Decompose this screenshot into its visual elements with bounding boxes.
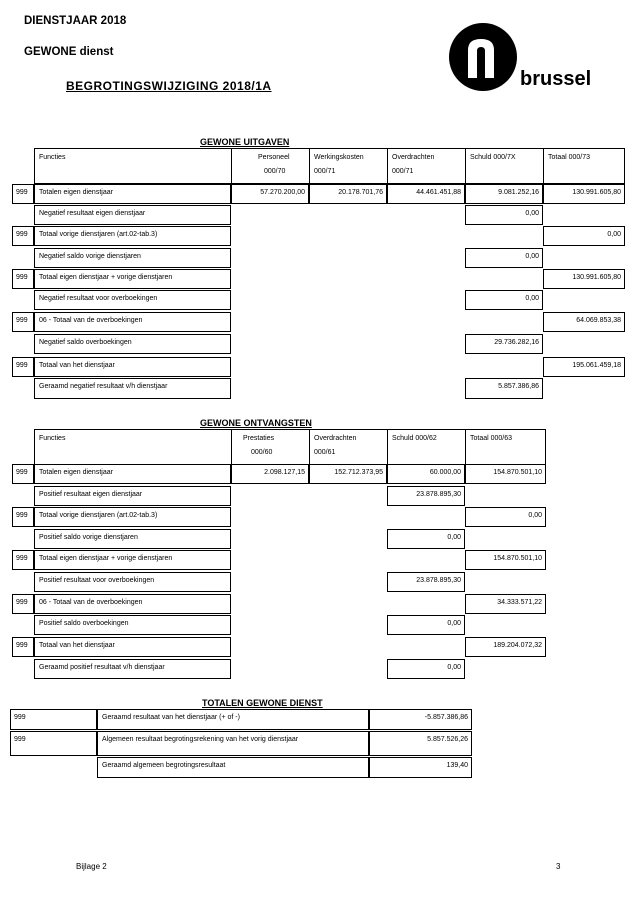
- col-functies: Functies: [39, 435, 66, 442]
- cell-schuld: 0,00: [465, 290, 543, 310]
- cell-totaal: 154.870.501,10: [465, 464, 546, 484]
- row-label: Totalen eigen dienstjaar: [34, 464, 231, 484]
- row-code: 999: [10, 709, 97, 730]
- cell-schuld: 0,00: [387, 529, 465, 549]
- section-totalen: TOTALEN GEWONE DIENST: [202, 698, 323, 708]
- cell-schuld: 9.081.252,16: [465, 184, 543, 204]
- cell-value: -5.857.386,86: [369, 709, 472, 730]
- col-overdrachten: Overdrachten: [314, 435, 357, 442]
- col-overdrachten-code: 000/71: [392, 168, 414, 175]
- row-code: 999: [12, 357, 34, 377]
- row-code: 999: [12, 507, 34, 527]
- col-prestaties-code: 000/60: [251, 449, 273, 456]
- row-label: Positief resultaat eigen dienstjaar: [34, 486, 231, 506]
- row-label: 06 - Totaal van de overboekingen: [34, 594, 231, 614]
- row-code: 999: [10, 731, 97, 756]
- row-label: Totaal eigen dienstjaar + vorige dienstjaren: [34, 550, 231, 570]
- cell-schuld: 0,00: [465, 248, 543, 268]
- service-type: GEWONE dienst: [24, 46, 114, 58]
- service-year: DIENSTJAAR 2018: [24, 15, 127, 27]
- row-code: 999: [12, 550, 34, 570]
- page-number: 3: [556, 862, 561, 871]
- cell-totaal: 0,00: [465, 507, 546, 527]
- row-code: 999: [12, 594, 34, 614]
- col-functies: Functies: [39, 154, 66, 161]
- row-label: Positief saldo vorige dienstjaren: [34, 529, 231, 549]
- row-label: Negatief saldo overboekingen: [34, 334, 231, 354]
- brussel-logo-icon: [448, 22, 518, 92]
- col-schuld: Schuld 000/62: [392, 435, 437, 442]
- cell-personeel: 57.270.200,00: [231, 184, 309, 204]
- ontvangsten-header-row: [34, 429, 546, 465]
- row-code: 999: [12, 312, 34, 332]
- row-label: Totaal vorige dienstjaren (art.02-tab.3): [34, 507, 231, 527]
- cell-totaal: 189.204.072,32: [465, 637, 546, 657]
- row-label: Negatief saldo vorige dienstjaren: [34, 248, 231, 268]
- cell-schuld: 5.857.386,86: [465, 378, 543, 399]
- cell-prestaties: 2.098.127,15: [231, 464, 309, 484]
- cell-totaal: 195.061.459,18: [543, 357, 625, 377]
- footer-label: Bijlage 2: [76, 862, 107, 871]
- row-code: 999: [12, 184, 34, 204]
- col-werkingskosten: Werkingskosten: [314, 154, 364, 161]
- cell-schuld: 0,00: [465, 205, 543, 225]
- row-label: Algemeen resultaat begrotingsrekening van het vorig dienstjaar: [97, 731, 369, 756]
- row-code: 999: [12, 637, 34, 657]
- cell-schuld: 0,00: [387, 659, 465, 679]
- cell-werkingskosten: 20.178.701,76: [309, 184, 387, 204]
- uitgaven-header-row: [34, 148, 625, 184]
- row-code: 999: [12, 226, 34, 246]
- row-label: Geraamd positief resultaat v/h dienstjaar: [34, 659, 231, 679]
- col-totaal: Totaal 000/73: [548, 154, 591, 161]
- col-prestaties: Prestaties: [243, 435, 275, 442]
- col-totaal: Totaal 000/63: [470, 435, 513, 442]
- row-label: Totalen eigen dienstjaar: [34, 184, 231, 204]
- row-label: Geraamd algemeen begrotingsresultaat: [97, 757, 369, 778]
- cell-totaal: 0,00: [543, 226, 625, 246]
- row-label: Positief resultaat voor overboekingen: [34, 572, 231, 592]
- section-ontvangsten: GEWONE ONTVANGSTEN: [200, 418, 312, 428]
- cell-schuld: 0,00: [387, 615, 465, 635]
- cell-totaal: 130.991.605,80: [543, 269, 625, 289]
- cell-value: 5.857.526,26: [369, 731, 472, 756]
- logo-text: brussel: [520, 68, 592, 90]
- col-overdrachten: Overdrachten: [392, 154, 435, 161]
- row-code: 999: [12, 464, 34, 484]
- cell-overdrachten: 152.712.373,95: [309, 464, 387, 484]
- row-code: 999: [12, 269, 34, 289]
- row-label: Totaal van het dienstjaar: [34, 637, 231, 657]
- section-uitgaven: GEWONE UITGAVEN: [200, 137, 290, 147]
- row-label: Totaal vorige dienstjaren (art.02-tab.3): [34, 226, 231, 246]
- page-title: BEGROTINGSWIJZIGING 2018/1A: [66, 79, 272, 93]
- row-label: Geraamd negatief resultaat v/h dienstjaar: [34, 378, 231, 399]
- row-label: 06 - Totaal van de overboekingen: [34, 312, 231, 332]
- col-overdrachten-code: 000/61: [314, 449, 336, 456]
- row-label: Negatief resultaat eigen dienstjaar: [34, 205, 231, 225]
- col-personeel: Personeel: [258, 154, 290, 161]
- cell-totaal: 130.991.605,80: [543, 184, 625, 204]
- cell-schuld: 29.736.282,16: [465, 334, 543, 354]
- row-label: Geraamd resultaat van het dienstjaar (+ of -): [97, 709, 369, 730]
- col-schuld: Schuld 000/7X: [470, 154, 516, 161]
- cell-schuld: 23.878.895,30: [387, 486, 465, 506]
- row-label: Totaal van het dienstjaar: [34, 357, 231, 377]
- row-label: Negatief resultaat voor overboekingen: [34, 290, 231, 310]
- cell-totaal: 64.069.853,38: [543, 312, 625, 332]
- cell-totaal: 154.870.501,10: [465, 550, 546, 570]
- row-label: Totaal eigen dienstjaar + vorige dienstjaren: [34, 269, 231, 289]
- row-label: Positief saldo overboekingen: [34, 615, 231, 635]
- cell-schuld: 23.878.895,30: [387, 572, 465, 592]
- col-personeel-code: 000/70: [264, 168, 286, 175]
- cell-totaal: 34.333.571,22: [465, 594, 546, 614]
- cell-value: 139,40: [369, 757, 472, 778]
- cell-overdrachten: 44.461.451,88: [387, 184, 465, 204]
- col-werkingskosten-code: 000/71: [314, 168, 336, 175]
- cell-schuld: 60.000,00: [387, 464, 465, 484]
